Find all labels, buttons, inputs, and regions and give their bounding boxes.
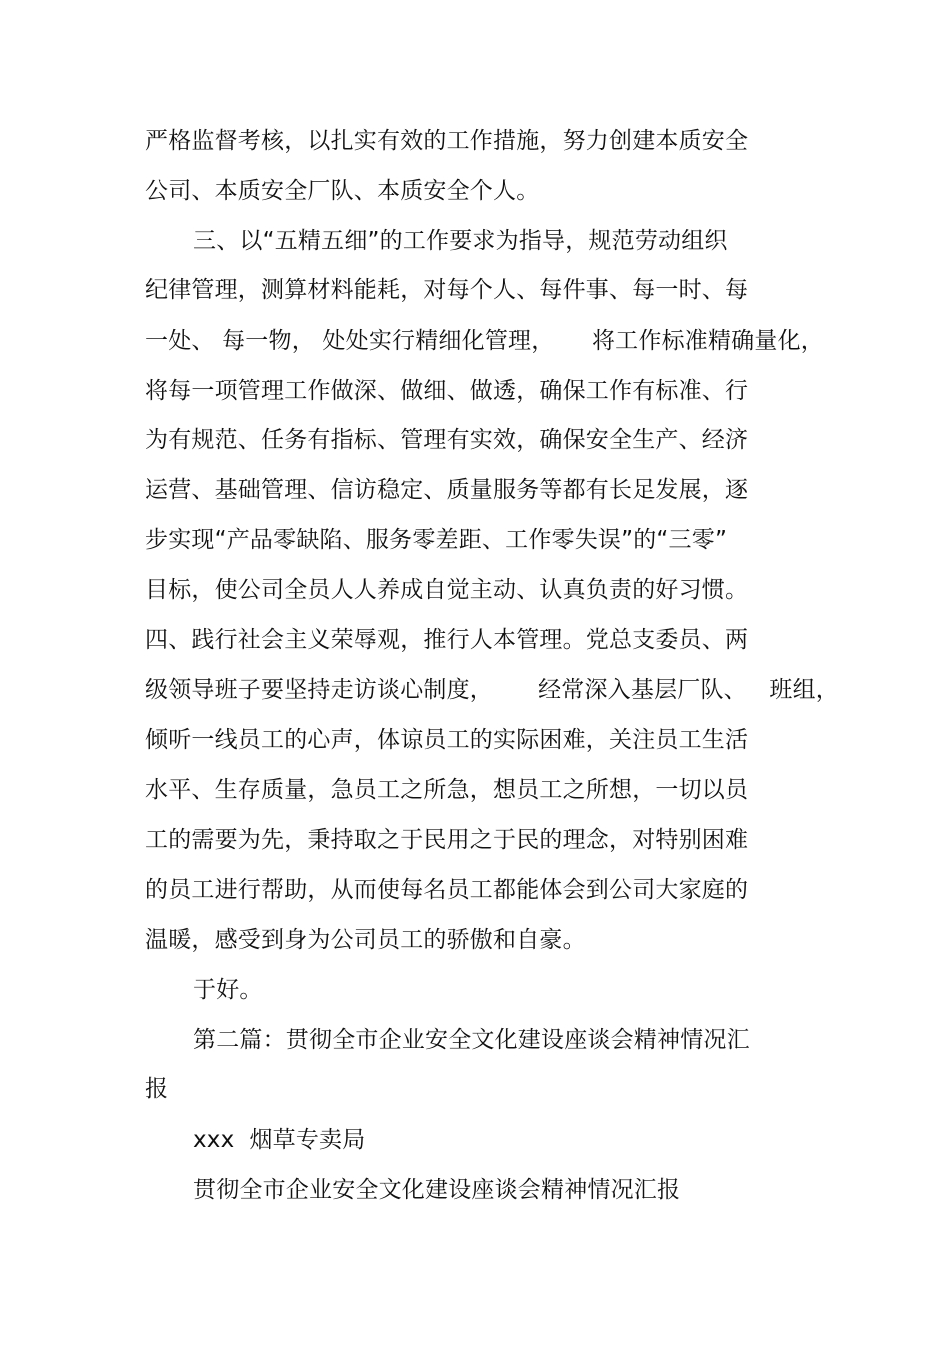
paragraph-line: 于好。: [193, 977, 263, 1003]
paragraph-line: 公司、本质安全厂队、本质安全个人。: [145, 178, 540, 204]
paragraph-line: 水平、生存质量，急员工之所急，想员工之所想，一切以员: [145, 777, 749, 803]
paragraph-line: 步实现“产品零缺陷、服务零差距、工作零失误”的“三零”: [145, 527, 728, 553]
paragraph-line: 级领导班子要坚持走访谈心制度， 经常深入基层厂队、 班组，: [145, 677, 839, 703]
organization-line: xxx 烟草专卖局: [193, 1127, 366, 1153]
paragraph-line: 倾听一线员工的心声，体谅员工的实际困难，关注员工生活: [145, 727, 749, 753]
section-heading-line: 报: [145, 1076, 169, 1102]
paragraph-line: 为有规范、任务有指标、管理有实效，确保安全生产、经济: [145, 427, 749, 453]
paragraph-line: 四、践行社会主义荣辱观，推行人本管理。党总支委员、两: [145, 627, 749, 653]
paragraph-line: 目标，使公司全员人人养成自觉主动、认真负责的好习惯。: [145, 577, 749, 603]
paragraph-line: 运营、基础管理、信访稳定、质量服务等都有长足发展，逐: [145, 477, 749, 503]
paragraph-line: 三、以“五精五细”的工作要求为指导，规范劳动组织: [193, 228, 728, 254]
paragraph-line: 纪律管理，测算材料能耗，对每个人、每件事、每一时、每: [145, 277, 749, 303]
paragraph-line: 温暖，感受到身为公司员工的骄傲和自豪。: [145, 927, 586, 953]
paragraph-line: 一处、 每一物， 处处实行精细化管理， 将工作标准精确量化，: [145, 328, 824, 354]
report-title-line: 贯彻全市企业安全文化建设座谈会精神情况汇报: [193, 1177, 681, 1203]
paragraph-line: 严格监督考核，以扎实有效的工作措施，努力创建本质安全: [145, 128, 749, 154]
paragraph-line: 工的需要为先，秉持取之于民用之于民的理念，对特别困难: [145, 827, 749, 853]
paragraph-line: 将每一项管理工作做深、做细、做透，确保工作有标准、行: [145, 378, 749, 404]
paragraph-line: 的员工进行帮助，从而使每名员工都能体会到公司大家庭的: [145, 877, 749, 903]
section-heading-line: 第二篇：贯彻全市企业安全文化建设座谈会精神情况汇: [193, 1027, 750, 1053]
